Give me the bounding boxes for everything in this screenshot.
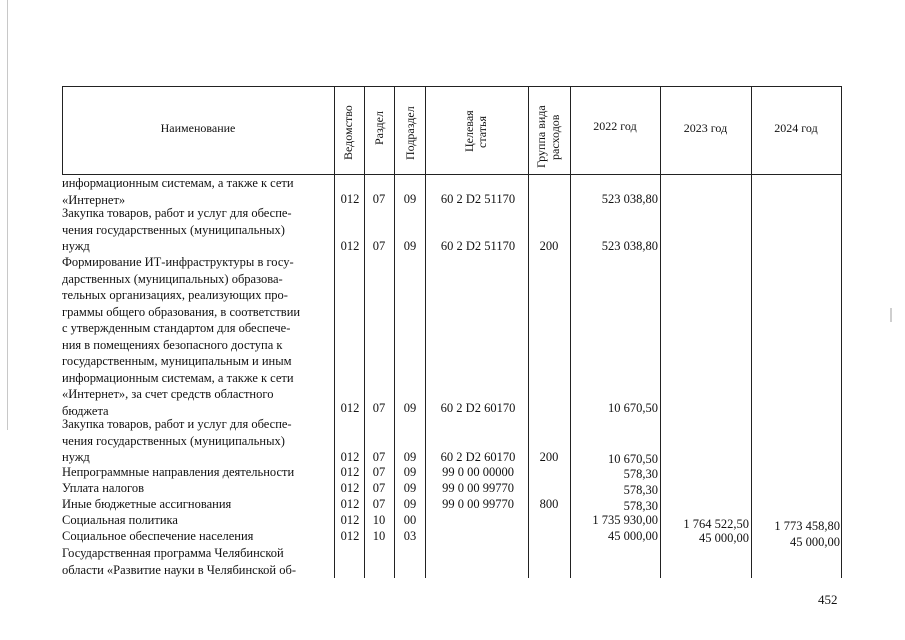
cell-2023: 45 000,00	[699, 531, 749, 545]
cell-vedomstvo: 012	[340, 465, 360, 479]
row-name: информационным системам, а также к сети «Интернет»	[62, 176, 294, 207]
cell-podrazdel: 03	[403, 529, 417, 543]
header-2022: 2022 год	[593, 119, 637, 133]
cell-2022: 578,30	[623, 467, 658, 481]
page-number: 452	[818, 592, 838, 607]
scan-edge-line	[7, 0, 8, 430]
header-razdel: Раздел	[372, 111, 386, 145]
cell-2022: 1 735 930,00	[592, 513, 658, 527]
cell-podrazdel: 09	[403, 481, 417, 495]
cell-2023: 1 764 522,50	[683, 517, 749, 531]
header-gruppa: Группа вида	[534, 105, 548, 168]
header-vedomstvo: Ведомство	[341, 105, 355, 160]
cell-razdel: 07	[372, 497, 386, 511]
row-name: Непрограммные направления деятельности	[62, 465, 295, 479]
cell-razdel: 10	[372, 513, 386, 527]
cell-celevaya: 60 2 D2 51170	[440, 239, 516, 253]
cell-vedomstvo: 012	[340, 529, 360, 543]
cell-podrazdel: 09	[403, 192, 417, 206]
cell-razdel: 07	[372, 450, 386, 464]
row-name: Социальная политика	[62, 513, 178, 527]
cell-celevaya: 60 2 D2 51170	[440, 192, 516, 206]
cell-razdel: 10	[372, 529, 386, 543]
cell-vedomstvo: 012	[340, 401, 360, 415]
col-border	[570, 86, 571, 578]
cell-vedomstvo: 012	[340, 192, 360, 206]
cell-2024: 45 000,00	[790, 535, 840, 549]
cell-2024: 1 773 458,80	[774, 519, 840, 533]
cell-2022: 10 670,50	[608, 401, 658, 415]
header-statya: статья	[475, 116, 489, 148]
cell-razdel: 07	[372, 401, 386, 415]
cell-2022: 523 038,80	[601, 192, 658, 206]
cell-vedomstvo: 012	[340, 239, 360, 253]
cell-razdel: 07	[372, 465, 386, 479]
cell-2022: 578,30	[623, 483, 658, 497]
cell-razdel: 07	[372, 239, 386, 253]
header-2023: 2023 год	[683, 121, 728, 135]
col-border	[394, 86, 395, 578]
cell-gruppa: 200	[539, 239, 559, 253]
cell-celevaya: 99 0 00 99770	[442, 497, 514, 511]
cell-celevaya: 99 0 00 99770	[442, 481, 514, 495]
row-name: Иные бюджетные ассигнования	[62, 497, 232, 511]
col-border	[528, 86, 529, 578]
header-raskhodov: расходов	[548, 114, 562, 160]
cell-razdel: 07	[372, 192, 386, 206]
cell-podrazdel: 09	[403, 497, 417, 511]
col-border	[334, 86, 335, 578]
cell-vedomstvo: 012	[340, 450, 360, 464]
cell-podrazdel: 00	[403, 513, 417, 527]
cell-celevaya: 60 2 D2 60170	[440, 401, 516, 415]
row-name: Закупка товаров, работ и услуг для обеспе- чения государственных (муниципальных) нужд	[62, 417, 292, 464]
row-name: Закупка товаров, работ и услуг для обеспе- чения государственных (муниципальных) нужд	[62, 206, 292, 253]
table-top-border	[62, 86, 841, 87]
cell-podrazdel: 09	[403, 239, 417, 253]
row-name: Социальное обеспечение населения	[62, 529, 254, 543]
cell-vedomstvo: 012	[340, 513, 360, 527]
cell-gruppa: 200	[539, 450, 559, 464]
col-border	[751, 86, 752, 578]
cell-gruppa: 800	[539, 497, 559, 511]
cell-2022: 578,30	[623, 499, 658, 513]
cell-razdel: 07	[372, 481, 386, 495]
col-border	[425, 86, 426, 578]
col-border	[841, 86, 842, 578]
header-celevaya: Целевая	[462, 110, 476, 152]
row-name: Государственная программа Челябинской области «Развитие науки в Челябинской об-	[62, 546, 297, 577]
cell-podrazdel: 09	[403, 450, 417, 464]
header-2024: 2024 год	[774, 121, 818, 135]
cell-vedomstvo: 012	[340, 481, 360, 495]
cell-podrazdel: 09	[403, 401, 417, 415]
header-podrazdel: Подраздел	[403, 106, 417, 160]
cell-2022: 10 670,50	[608, 452, 658, 466]
cell-2022: 45 000,00	[608, 529, 658, 543]
header-name: Наименование	[160, 121, 236, 135]
row-name: Уплата налогов	[62, 481, 144, 495]
cell-vedomstvo: 012	[340, 497, 360, 511]
row-name: Формирование ИТ-инфраструктуры в госу- дарственных (муниципальных) образова- тельных организациях, реализующих про- граммы общего образования, в соответствии с утвержденным стандартом для обеспече- ния в помещениях безопасного доступа к государственным, муниципальным и иным информационным системам, а также к сети «Интернет», за счет средств областного бюджета	[62, 255, 301, 418]
col-border	[660, 86, 661, 578]
cell-2022: 523 038,80	[601, 239, 658, 253]
cell-celevaya: 60 2 D2 60170	[440, 450, 516, 464]
cell-celevaya: 99 0 00 00000	[442, 465, 514, 479]
cell-podrazdel: 09	[403, 465, 417, 479]
scan-artifact	[890, 308, 892, 322]
